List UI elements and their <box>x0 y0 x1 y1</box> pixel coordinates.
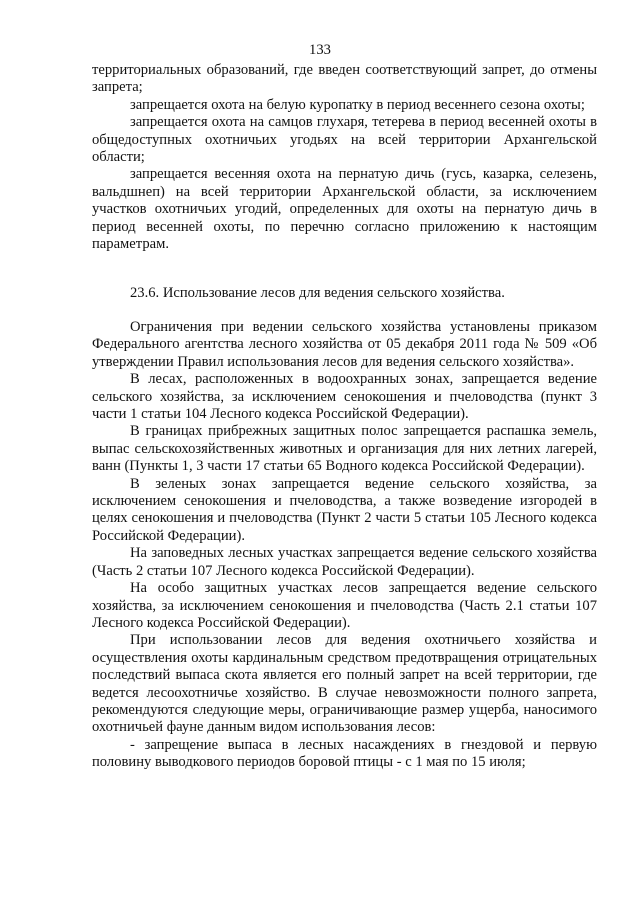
paragraph: запрещается весенняя охота на пернатую дичь (гусь, казарка, селезень, вальдшнеп) на всей территории Архангельской области, за исключением участков охотничьих угодий, определенных для охоты на пернатую дичь в период весенней охоты, по перечню согласно приложению к настоящим параметрам. <box>92 166 597 253</box>
list-item: - запрещение выпаса в лесных насаждениях в гнездовой и первую половину выводкового периодов боровой птицы - с 1 мая по 15 июля; <box>92 736 597 771</box>
text-block-top <box>92 62 597 253</box>
paragraph: Ограничения при ведении сельского хозяйства установлены приказом Федерального агентства лесного хозяйства от 05 декабря 2011 года № 509 «Об утверждении Правил использования лесов для ведения сельского хозяйства». <box>92 319 597 370</box>
paragraph: В лесах, расположенных в водоохранных зонах, запрещается ведение сельского хозяйства, за исключением сенокошения и пчеловодства (пункт 3 части 1 статьи 104 Лесного кодекса Российской Федерации). <box>92 371 597 423</box>
paragraph: В зеленых зонах запрещается ведение сельского хозяйства, за исключением сенокошения и пчеловодства, а также возведение изгородей в целях сенокошения и пчеловодства (Пункт 2 части 5 статьи 105 Лесного кодекса Российской Федерации). <box>92 475 597 544</box>
paragraph: На заповедных лесных участках запрещается ведение сельского хозяйства (Часть 2 статьи 107 Лесного кодекса Российской Федерации). <box>92 545 597 579</box>
paragraph: запрещается охота на белую куропатку в период весеннего сезона охоты; <box>130 96 585 113</box>
section-heading: 23.6. Использование лесов для ведения сельского хозяйства. <box>130 285 505 301</box>
text-block-main <box>92 319 597 772</box>
paragraph: На особо защитных участках лесов запрещается ведение сельского хозяйства, за исключением сенокошения и пчеловодства (Часть 2.1 статьи 107 Лесного кодекса Российской Федерации). <box>92 580 597 631</box>
paragraph: запрещается охота на самцов глухаря, тетерева в период весенней охоты в общедоступных охотничьих угодьях на всей территории Архангельской области; <box>92 114 597 166</box>
paragraph: В границах прибрежных защитных полос запрещается распашка земель, выпас сельскохозяйственных животных и организация для них летних лагерей, ванн (Пункты 1, 3 части 17 статьи 65 Водного кодекса Российской Федерации). <box>92 423 597 475</box>
paragraph: При использовании лесов для ведения охотничьего хозяйства и осуществления охоты кардинальным средством предотвращения отрицательных последствий выпаса скота является его полный запрет на всей территории, где ведется лесоохотничье хозяйство. В случае невозможности полного запрета, рекомендуются следующие меры, ограничивающие размер ущерба, наносимого охотничьей фауне данным видом использования лесов: <box>92 632 597 736</box>
page-number: 133 <box>309 42 331 58</box>
paragraph: территориальных образований, где введен соответствующий запрет, до отмены запрета; <box>92 62 597 96</box>
section-heading-block <box>92 285 597 302</box>
